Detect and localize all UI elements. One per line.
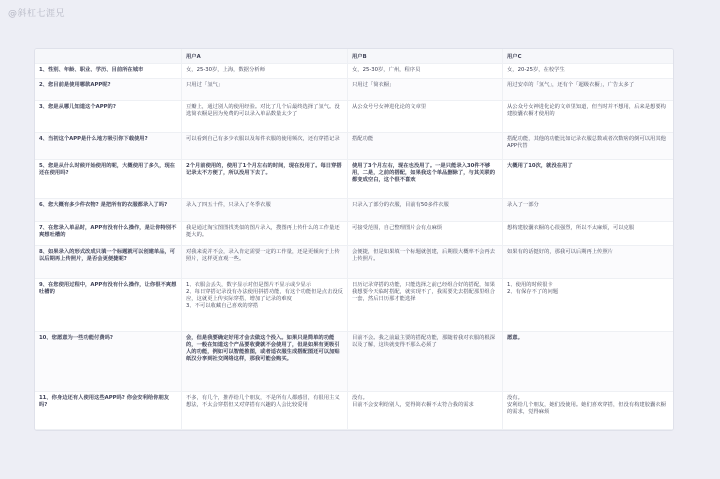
question-cell: 4、当初这个APP是什么地方吸引你下载使用? <box>35 133 182 160</box>
answer-a-cell: 女，25-30岁，上海，数据分析师 <box>182 64 348 79</box>
question-cell: 11、你身边还有人使用这些APP吗? 你会安利给你朋友吗? <box>35 392 182 430</box>
question-cell: 10、您愿意为一些功能付费吗? <box>35 332 182 392</box>
header-user-a: 用户A <box>182 49 348 64</box>
answer-b-cell: 会便捷，但是如果填一个标题就创建，后期很大概率不会再去上传照片。 <box>348 246 503 279</box>
answer-b-cell: 没有。 目前不会安利给别人，觉得简衣橱不太符合我的需求 <box>348 392 503 430</box>
answer-c-cell: 从公众号女神进化论的文章里知道，但当时并不想用，后来是想要构建胶囊衣橱才使用的 <box>503 101 673 133</box>
answer-a-cell: 我是通过淘宝图图找类似的图片录入，搜图再上传什么的工作量还挺大的。 <box>182 222 348 246</box>
answer-a-cell: 豆瓣上，通过别人的使用经验。对比了几个后最终选择了氢气。没选简衣橱是因为免费的可以录入单品数量太少了 <box>182 101 348 133</box>
question-cell: 8、如果录入的形式改成只填一个标题就可以创建单品，可以后期再上传照片，是否会更便捷呢? <box>35 246 182 279</box>
answer-b-cell: 只用过「简衣橱」 <box>348 79 503 101</box>
answer-b-cell: 日历记录穿搭的功能，只能选择之前已经组合好的搭配，如果我想要今天临时搭配，就实现不了，我需要先去搭配那里组合一套，然后日历那才能选择 <box>348 279 503 332</box>
question-cell: 1、性别、年龄、职业、学历、目前所在城市 <box>35 64 182 79</box>
answer-c-cell: 如果有的话挺好的，那我可以后期再上传照片 <box>503 246 673 279</box>
answer-a-cell: 1、衣服会丢失，数字显示对但是图片不显示或少显示 2、每日穿搭记录没有办法使用拼搭功能，有这个功能但是点击没反应，这就更上传实际穿搭，增加了记录的难度 3、不可以收藏自己喜欢的穿搭 <box>182 279 348 332</box>
answer-a-cell: 可以看到自己有多少衣服以及每件衣服的使用频次，还有穿搭记录 <box>182 133 348 160</box>
question-cell: 2、您目前是使用哪款APP呢? <box>35 79 182 101</box>
answer-c-cell: 女，20-25岁，在校学生 <box>503 64 673 79</box>
question-cell: 9、在您使用过程中，APP有没有什么操作，让你很不爽想吐槽的 <box>35 279 182 332</box>
answer-b-cell: 使用了3个月左右，现在也没用了。一是只能录入30件不够用，二是，之前的搭配，如果我这个单品删除了，与其关联的都变成空白，这个很不喜欢 <box>348 160 503 199</box>
question-cell: 5、您是从什么时候开始使用的呢，大概使用了多久，现在还在使用吗? <box>35 160 182 199</box>
header-user-c: 用户C <box>503 49 673 64</box>
answer-c-cell: 用过安卓的「氢气」，还有个「超级衣橱」，广告太多了 <box>503 79 673 101</box>
answer-b-cell: 从公众号号女神进化论的文章里 <box>348 101 503 133</box>
answer-b-cell: 可接受范围，自己整理图片会有点麻烦 <box>348 222 503 246</box>
answer-c-cell: 录入了一部分 <box>503 199 673 222</box>
answer-b-cell: 目前不会。我之前最主要的搭配功能，那随着我对衣服的根深以及了解，这块就变得不那么必须了 <box>348 332 503 392</box>
answer-c-cell: 没有。 安利给几个朋友，她们没使用。她们喜欢穿搭，但没有构建胶囊衣橱的需求，觉得麻烦 <box>503 392 673 430</box>
header-user-b: 用户B <box>348 49 503 64</box>
answer-b-cell: 只录入了部分的衣服，目前有50多件衣服 <box>348 199 503 222</box>
answer-a-cell: 录入了四五十件，只录入了冬季衣服 <box>182 199 348 222</box>
answer-a-cell: 不多，有几个，推荐给几个朋友，不是所有人都感冒，有很用主义想法，不太会穿搭但又对穿搭有兴趣的人会比较爱用 <box>182 392 348 430</box>
survey-table <box>34 48 674 431</box>
answer-a-cell: 2个月前使用的，使用了1个月左右的时间，现在没用了。每日穿搭记录太不方便了，所以没用下去了。 <box>182 160 348 199</box>
question-cell: 6、您大概有多少件衣物? 是把所有的衣服都录入了吗? <box>35 199 182 222</box>
answer-a-cell: 会，但是我要确定好用才会去做这个投入。如果只是简单的功能的，一般在知道这个产品要收费就不会使用了，但是如果有更吸引人的功能，例如可以智能推图，或者适衣服生成搭配图还可以加贴纸汉分享到社交网络这样，那我可能会购买。 <box>182 332 348 392</box>
answer-c-cell: 大概用了10次，就没在用了 <box>503 160 673 199</box>
question-cell: 3、您是从哪儿知道这个APP的? <box>35 101 182 133</box>
answer-a-cell: 对我来说并不会，录入肯定需要一定的工作量，还是更倾向于上传照片，这样更直观一些。 <box>182 246 348 279</box>
answer-c-cell: 1、使用的时候很卡 2、有保存不了的问题 <box>503 279 673 332</box>
table-grid <box>35 49 673 430</box>
answer-c-cell: 搭配功能，其他的功能比如记录衣服总数或者次数啥的倒可以用其他APP代替 <box>503 133 673 160</box>
answer-c-cell: 愿意。 <box>503 332 673 392</box>
answer-c-cell: 想构建胶囊衣橱的心很强烈，所以不太麻烦，可以克服 <box>503 222 673 246</box>
watermark: @斜杠七涯兄 <box>8 9 66 19</box>
answer-a-cell: 只用过「氢气」 <box>182 79 348 101</box>
question-cell: 7、在您录入单品时，APP有没有什么操作，是让你特别不爽想吐槽的 <box>35 222 182 246</box>
header-question <box>35 49 182 64</box>
answer-b-cell: 女，25-30岁，广州，程序员 <box>348 64 503 79</box>
answer-b-cell: 搭配功能 <box>348 133 503 160</box>
